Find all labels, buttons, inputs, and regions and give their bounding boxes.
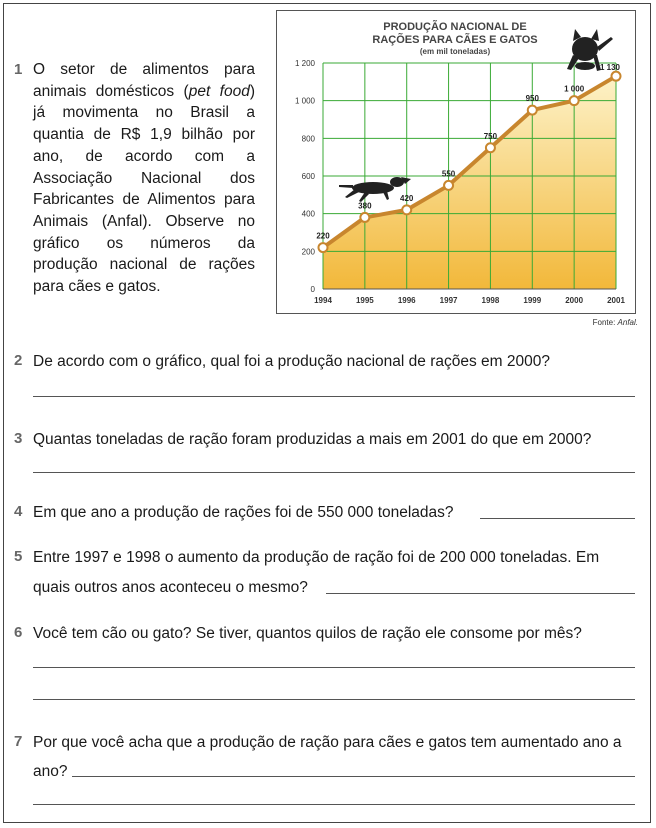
data-label: 550 <box>441 169 456 179</box>
question-4-number: 4 <box>14 503 23 520</box>
chart-svg <box>277 11 637 315</box>
question-4-text: Em que ano a produção de rações foi de 550 000 toneladas? <box>33 504 454 521</box>
chart-x-axis <box>314 296 625 305</box>
x-tick-label: 1996 <box>397 296 416 305</box>
chart-subtitle: (em mil toneladas) <box>419 47 491 56</box>
answer-line-q2[interactable] <box>33 396 635 397</box>
question-1-number: 1 <box>14 61 23 78</box>
answer-line-q5[interactable] <box>326 593 635 594</box>
q1-text-italic: pet food <box>188 82 250 100</box>
question-3-text: Quantas toneladas de ração foram produzidas a mais em 2001 do que em 2000? <box>33 431 592 448</box>
answer-line-q3[interactable] <box>33 472 635 473</box>
data-label: 1 130 <box>599 63 621 73</box>
question-7-number: 7 <box>14 733 23 750</box>
x-tick-label: 1999 <box>523 296 542 305</box>
source-name: Anfal. <box>617 318 638 327</box>
source-prefix: Fonte: <box>592 318 616 327</box>
production-chart <box>276 10 636 314</box>
data-point <box>319 243 328 252</box>
chart-source <box>560 318 638 327</box>
q1-text-after: ) já movimenta no Brasil a quantia de R$ 1,9 bilhão por ano, de acordo com a Associação Nacional dos Fabricantes de Alimentos para Animais (Anfal). Observe no gráfico os números da produção nacional de rações para cães e gatos. <box>33 82 256 296</box>
chart-title-line-2: RAÇÕES PARA CÃES E GATOS <box>372 34 538 46</box>
question-7-text-line-1: Por que você acha que a produção de ração para cães e gatos tem aumentado ano a <box>33 734 622 751</box>
answer-line-q6-2[interactable] <box>33 699 635 700</box>
answer-line-q4[interactable] <box>480 518 635 519</box>
q1-text-before: O setor de alimentos para animais domésticos ( <box>33 61 255 100</box>
data-label: 220 <box>316 231 330 241</box>
data-point <box>528 106 537 115</box>
data-point <box>360 213 369 222</box>
x-tick-label: 1994 <box>314 296 332 305</box>
data-label: 380 <box>358 201 372 211</box>
y-tick-label: 1 000 <box>294 96 315 106</box>
data-label: 1 000 <box>564 84 585 94</box>
y-tick-label: 0 <box>310 285 315 294</box>
question-5-number: 5 <box>14 548 23 565</box>
data-label: 420 <box>400 193 414 203</box>
y-tick-label: 800 <box>301 134 315 144</box>
question-7-text-line-2: ano? <box>33 763 68 780</box>
chart-title: PRODUÇÃO NACIONAL DE <box>383 21 527 33</box>
question-2-text: De acordo com o gráfico, qual foi a produção nacional de rações em 2000? <box>33 353 550 370</box>
question-6-text: Você tem cão ou gato? Se tiver, quantos quilos de ração ele consome por mês? <box>33 625 582 642</box>
x-tick-label: 1995 <box>355 296 374 305</box>
question-5-text-line-1: Entre 1997 e 1998 o aumento da produção de ração foi de 200 000 toneladas. Em <box>33 549 600 566</box>
question-3-number: 3 <box>14 430 23 447</box>
data-point <box>612 72 621 81</box>
answer-line-q7-2[interactable] <box>33 804 635 805</box>
y-tick-label: 1 200 <box>294 59 315 68</box>
y-tick-label: 400 <box>301 209 315 219</box>
data-point <box>402 205 411 214</box>
data-label: 950 <box>525 94 539 104</box>
data-point <box>486 143 495 152</box>
x-tick-label: 1997 <box>439 296 458 305</box>
question-1-text <box>33 59 255 298</box>
answer-line-q6-1[interactable] <box>33 667 635 668</box>
question-5-text-line-2: quais outros anos aconteceu o mesmo? <box>33 579 308 596</box>
y-tick-label: 600 <box>301 172 315 181</box>
x-tick-label: 1998 <box>481 296 500 305</box>
data-label: 750 <box>483 131 498 141</box>
y-tick-label: 200 <box>301 247 315 257</box>
answer-line-q7-1[interactable] <box>72 776 635 777</box>
data-point <box>444 181 453 190</box>
x-tick-label: 2000 <box>565 296 584 305</box>
data-point <box>570 96 579 105</box>
chart-y-axis <box>295 59 316 294</box>
question-2-number: 2 <box>14 352 23 369</box>
x-tick-label: 2001 <box>607 296 625 305</box>
question-6-number: 6 <box>14 624 23 641</box>
